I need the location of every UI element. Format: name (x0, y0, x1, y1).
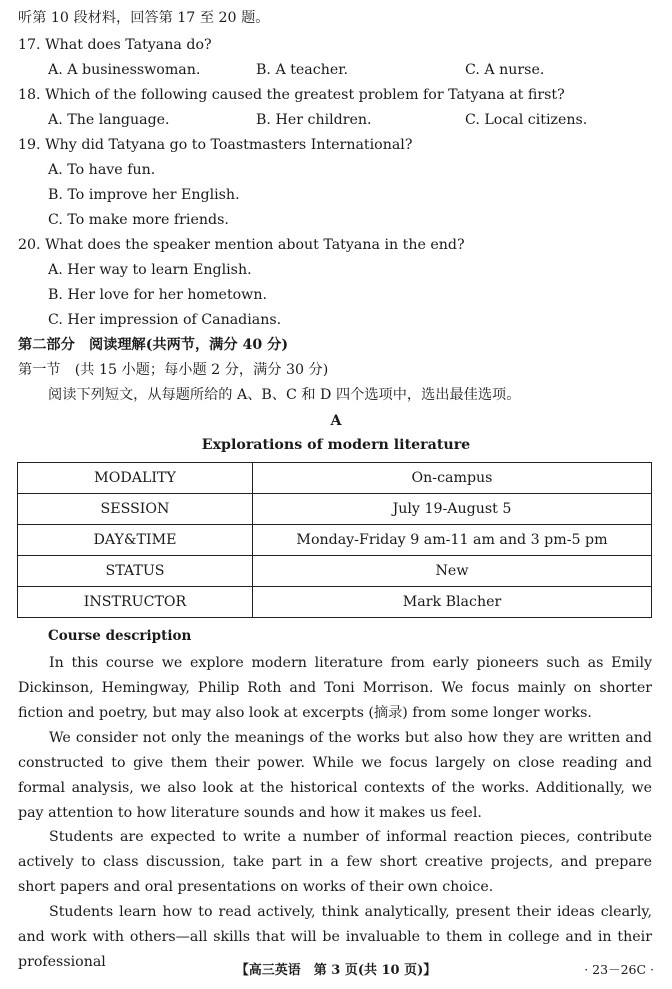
course-description-heading: Course description (48, 628, 192, 644)
question-19-option-b: B. To improve her English. (48, 187, 240, 203)
question-20-option-c: C. Her impression of Canadians. (48, 312, 282, 328)
reading-instruction: 阅读下列短文，从每题所给的 A、B、C 和 D 四个选项中，选出最佳选项。 (48, 387, 521, 403)
page-footer: 【高三英语 第 3 页(共 10 页)】 (235, 963, 437, 978)
course-info-table (17, 462, 652, 618)
section1-title: 第一节 (共 15 小题；每小题 2 分，满分 30 分) (18, 362, 329, 378)
paragraph-2: We consider not only the meanings of the works but also how they are written and constructed to give them their power. While we focus largely on close reading and formal analysis, we also look at the historical contexts of the works. Additionally, we pay attention to how literature sounds and how it makes us feel. (18, 730, 652, 821)
question-17-stem: 17. What does Tatyana do? (18, 37, 212, 53)
paragraph-1: In this course we explore modern literature from early pioneers such as Emily Dickinson, Hemingway, Philip Roth and Toni Morrison. We focus mainly on shorter fiction and poetry, but may also look at excerpts (摘录) from some longer works. (18, 655, 652, 721)
passage-letter: A (330, 413, 342, 429)
table-key-session: SESSION (18, 494, 253, 525)
question-20-option-a: A. Her way to learn English. (48, 262, 252, 278)
question-17-option-b: B. A teacher. (256, 62, 348, 78)
question-18-option-a: A. The language. (48, 112, 170, 128)
table-value-status: New (253, 556, 652, 587)
table-key-status: STATUS (18, 556, 253, 587)
table-value-modality: On-campus (253, 463, 652, 494)
table-row (18, 556, 652, 587)
question-20-option-b: B. Her love for her hometown. (48, 287, 267, 303)
paragraph-4: Students learn how to read actively, think analytically, present their ideas clearly, and work with others—all skills that will be invaluable to them in college and in their professional (18, 904, 652, 970)
table-value-instructor: Mark Blacher (253, 587, 652, 618)
question-18-stem: 18. Which of the following caused the greatest problem for Tatyana at first? (18, 87, 565, 103)
paragraph-3: Students are expected to write a number of informal reaction pieces, contribute actively to class discussion, take part in a few short creative projects, and prepare short papers and oral presentations on works of their own choice. (18, 829, 652, 895)
question-17-option-c: C. A nurse. (465, 62, 545, 78)
question-20-stem: 20. What does the speaker mention about Tatyana in the end? (18, 237, 465, 253)
table-row (18, 587, 652, 618)
question-19-stem: 19. Why did Tatyana go to Toastmasters International? (18, 137, 413, 153)
table-key-day-time: DAY&TIME (18, 525, 253, 556)
table-key-modality: MODALITY (18, 463, 253, 494)
listening-header: 听第 10 段材料，回答第 17 至 20 题。 (18, 10, 270, 26)
table-key-instructor: INSTRUCTOR (18, 587, 253, 618)
question-19-option-c: C. To make more friends. (48, 212, 229, 228)
question-18-option-c: C. Local citizens. (465, 112, 588, 128)
question-17-option-a: A. A businesswoman. (48, 62, 201, 78)
table-row (18, 463, 652, 494)
table-value-day-time: Monday-Friday 9 am-11 am and 3 pm-5 pm (253, 525, 652, 556)
table-row (18, 525, 652, 556)
part2-title: 第二部分 阅读理解(共两节，满分 40 分) (18, 337, 289, 353)
exam-code: · 23－26C · (584, 962, 654, 977)
question-19-option-a: A. To have fun. (48, 162, 156, 178)
table-value-session: July 19-August 5 (253, 494, 652, 525)
passage-title: Explorations of modern literature (201, 437, 471, 453)
table-row (18, 494, 652, 525)
question-18-option-b: B. Her children. (256, 112, 372, 128)
